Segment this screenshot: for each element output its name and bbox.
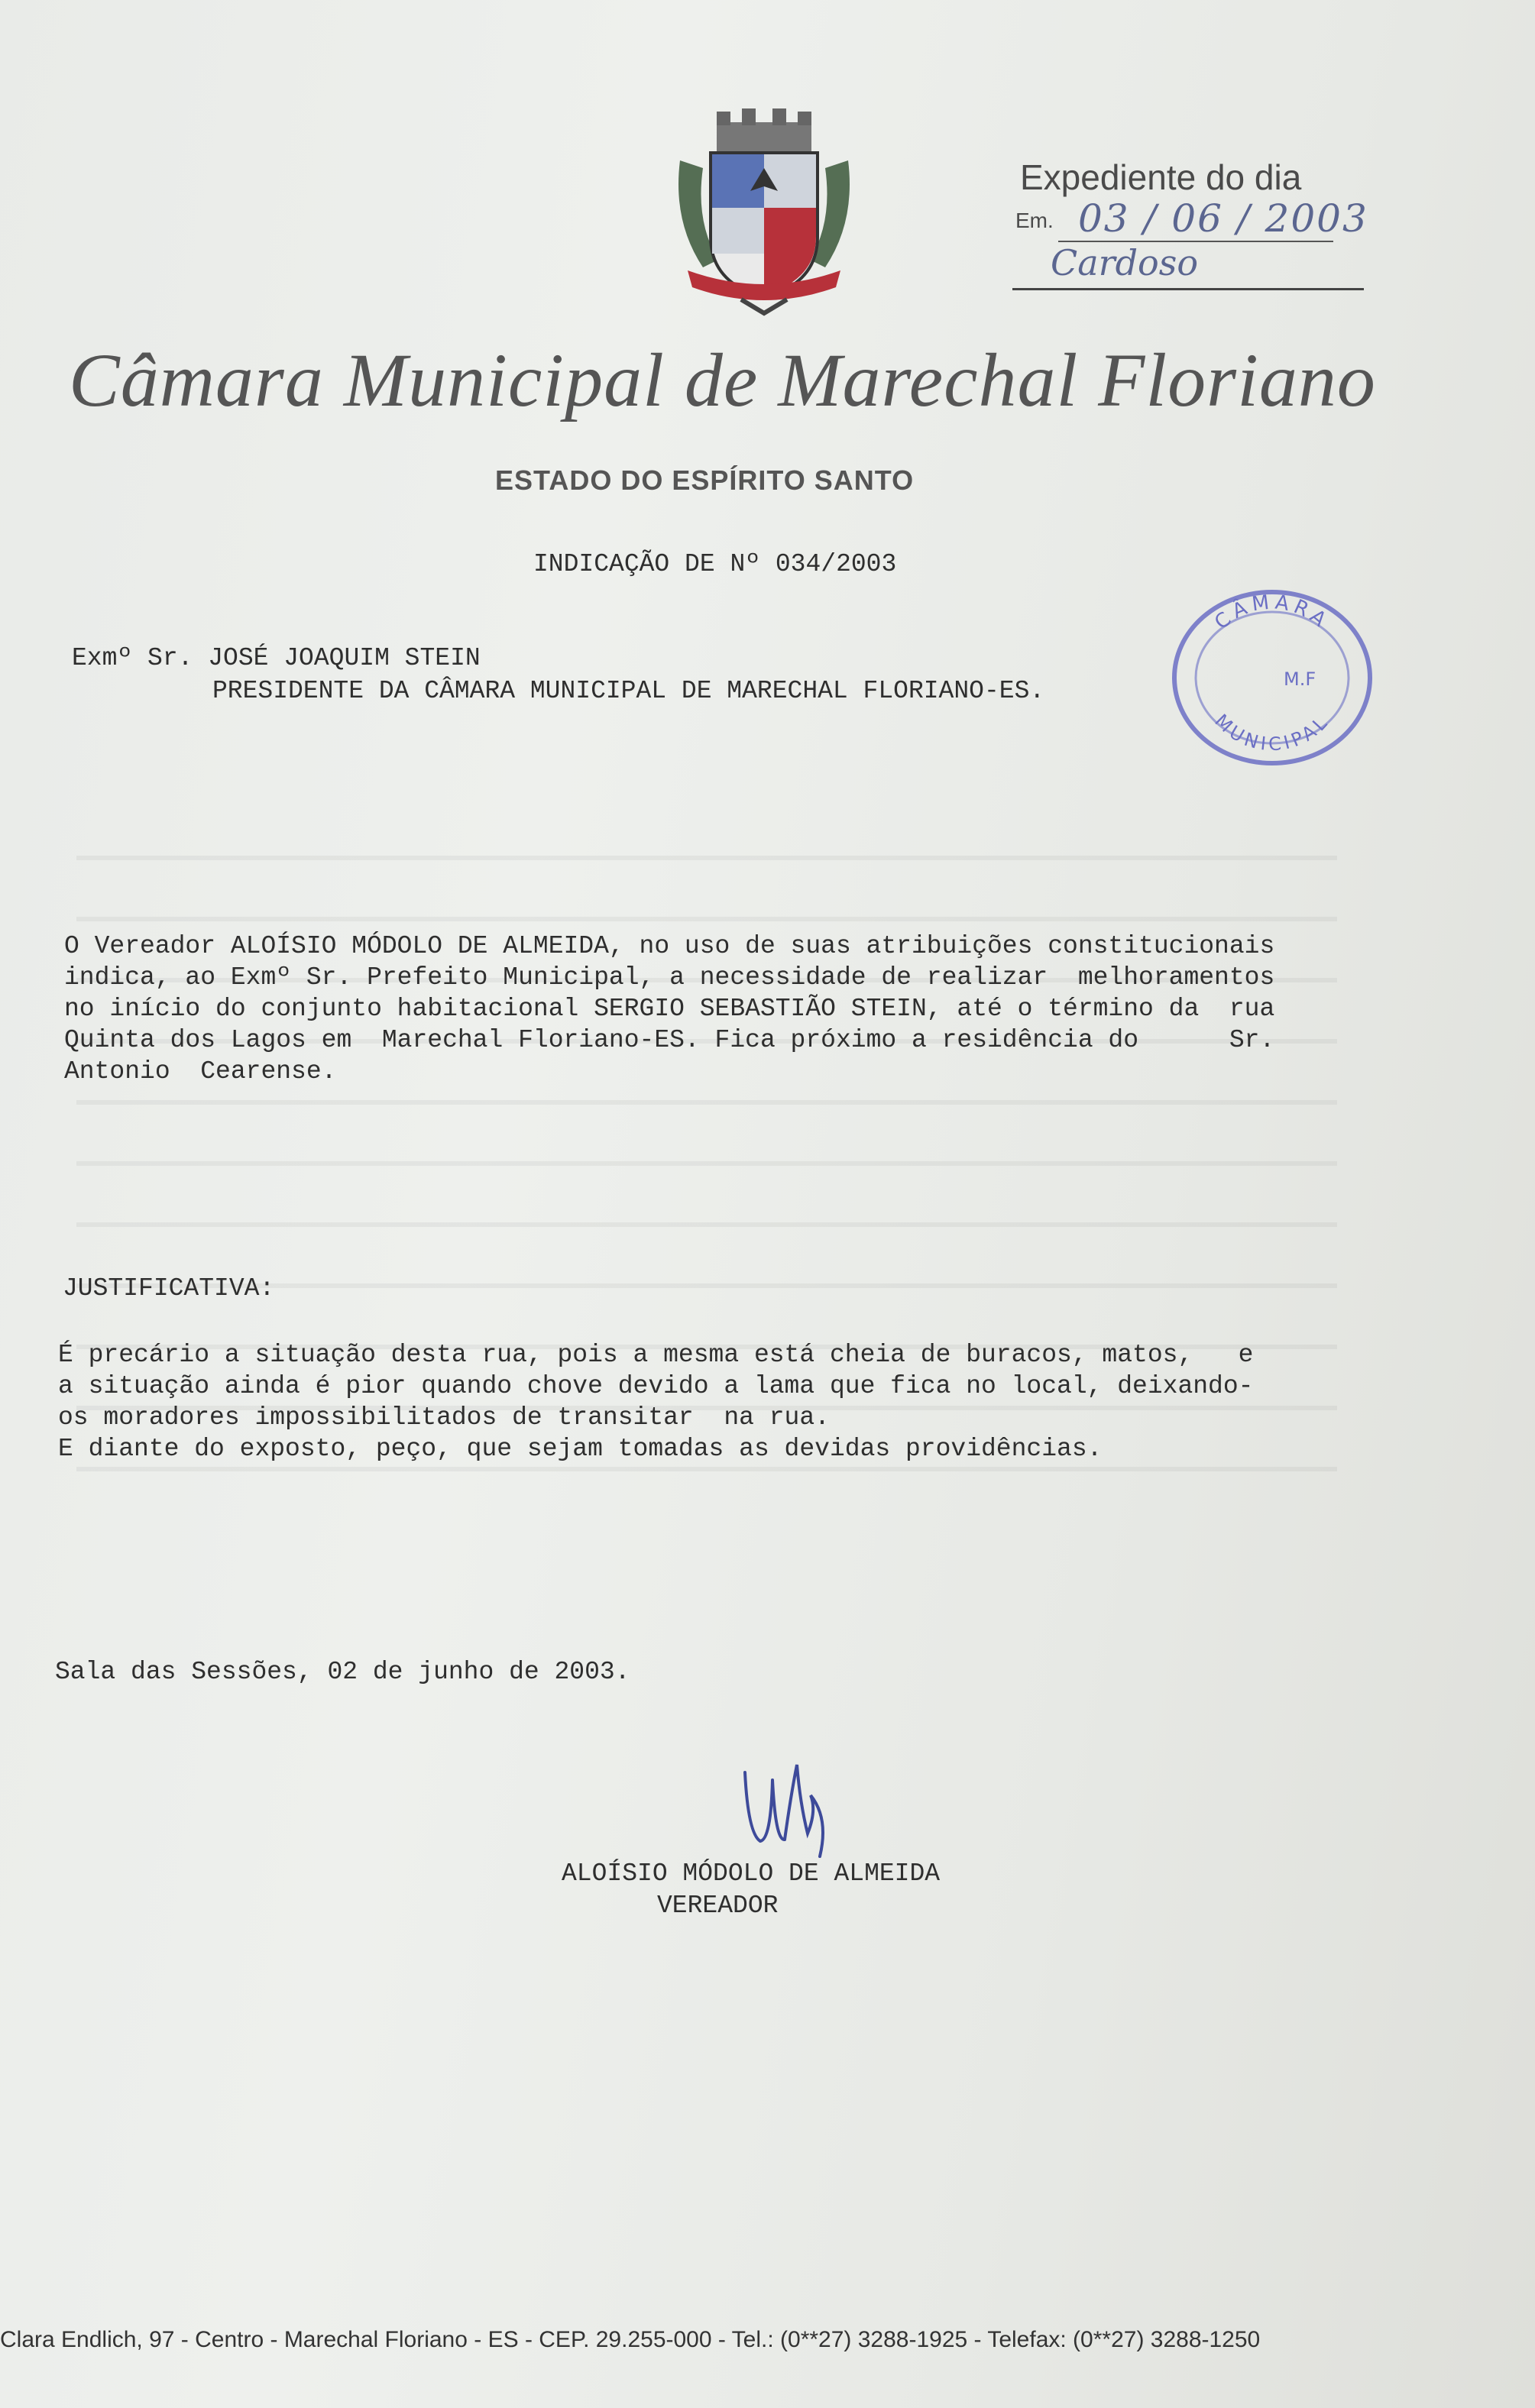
chamber-name-heading: Câmara Municipal de Marechal Floriano bbox=[69, 338, 1376, 422]
place-and-date: Sala das Sessões, 02 de junho de 2003. bbox=[55, 1658, 630, 1686]
justification-heading: JUSTIFICATIVA: bbox=[63, 1274, 275, 1303]
expediente-date: 03 / 06 / 2003 bbox=[1078, 196, 1368, 241]
addressee-line-1: Exmº Sr. JOSÉ JOAQUIM STEIN bbox=[72, 644, 481, 672]
signer-name: ALOÍSIO MÓDOLO DE ALMEIDA bbox=[562, 1859, 941, 1888]
body-line: indica, ao Exmº Sr. Prefeito Municipal, a necessidade de realizar melhoramentos bbox=[64, 963, 1275, 992]
justification-body bbox=[58, 1339, 1357, 1465]
justification-line: É precário a situação desta rua, pois a mesma está cheia de buracos, matos, e bbox=[58, 1341, 1254, 1369]
state-subheading: ESTADO DO ESPÍRITO SANTO bbox=[495, 464, 915, 496]
indication-body bbox=[64, 931, 1348, 1087]
handwritten-signature-icon bbox=[737, 1749, 844, 1864]
document-title: INDICAÇÃO DE Nº 034/2003 bbox=[533, 550, 897, 578]
justification-line: a situação ainda é pior quando chove devido a lama que fica no local, deixando- bbox=[58, 1372, 1254, 1400]
body-line: no início do conjunto habitacional SERGIO SEBASTIÃO STEIN, até o término da rua bbox=[64, 995, 1275, 1023]
body-line: Quinta dos Lagos em Marechal Floriano-ES. Fica próximo a residência do Sr. bbox=[64, 1026, 1275, 1054]
svg-text:MUNICIPAL bbox=[1210, 710, 1333, 755]
municipal-crest-icon bbox=[672, 107, 856, 321]
justification-line: os moradores impossibilitados de transitar na rua. bbox=[58, 1403, 830, 1432]
expediente-signature-line bbox=[1012, 288, 1364, 290]
expediente-stamp bbox=[1012, 157, 1379, 302]
stamp-bottom-text: MUNICIPAL bbox=[1210, 710, 1334, 756]
stamp-top-text: CÂMARA bbox=[1210, 591, 1334, 635]
addressee-line-2: PRESIDENTE DA CÂMARA MUNICIPAL DE MARECHAL FLORIANO-ES. bbox=[212, 677, 1045, 705]
expediente-em-label: Em. bbox=[1015, 209, 1054, 232]
signer-role: VEREADOR bbox=[657, 1892, 779, 1920]
chamber-round-stamp-icon bbox=[1161, 582, 1383, 773]
footer-address: Clara Endlich, 97 - Centro - Marechal Floriano - ES - CEP. 29.255-000 - Tel.: (0**27) 3288-1925 - Telefax: (0**27) 3288-1250 bbox=[0, 2327, 1261, 2352]
svg-text:CÂMARA bbox=[1210, 591, 1333, 634]
expediente-title: Expediente do dia bbox=[1020, 157, 1302, 197]
body-line: Antonio Cearense. bbox=[64, 1057, 337, 1086]
stamp-center-text: M.F bbox=[1284, 668, 1316, 690]
body-line: O Vereador ALOÍSIO MÓDOLO DE ALMEIDA, no uso de suas atribuições constitucionais bbox=[64, 932, 1275, 960]
justification-line: E diante do exposto, peço, que sejam tomadas as devidas providências. bbox=[58, 1435, 1103, 1463]
expediente-signature: Cardoso bbox=[1051, 242, 1199, 283]
